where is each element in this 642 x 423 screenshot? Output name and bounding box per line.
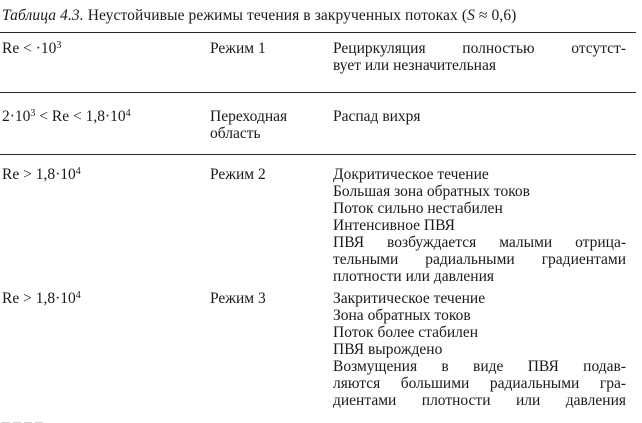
row-2-condition [2,108,202,125]
row-3-regime [210,166,325,183]
row-4-regime-line: Режим 3 [210,290,266,307]
param-symbol: S [467,7,475,24]
row-2-desc-line-1: Распад вихря [333,108,421,125]
row-4-regime [210,290,325,307]
row-1-regime [210,40,325,57]
row-2-rule [0,154,636,155]
row-2-condition-exp-2: 4 [125,108,131,119]
table-parameter [462,7,517,24]
row-4-desc-line-2: Зона обратных токов [333,307,471,324]
table-top-rule [0,32,636,33]
row-3-desc-line-5: ПВЯ возбуждается малыми отрица- [333,234,626,251]
param-value: ≈ 0,6) [478,7,517,24]
row-3-desc-line-7: плотности или давления [333,268,495,285]
row-3-desc-line-1: Докритическое течение [333,166,489,183]
page-edge-fragment [2,413,62,423]
table-title: Неустойчивые режимы течения в закрученных потоках [87,7,458,24]
row-3-condition-text: Re > 1,8·10 [2,166,76,183]
row-4-condition-exp: 4 [75,290,81,301]
row-2-description [333,108,628,125]
row-3-desc-line-2: Большая зона обратных токов [333,183,531,200]
row-3-condition [2,166,202,183]
param-open: ( [461,7,468,24]
row-3-desc-line-4: Интенсивное ПВЯ [333,217,456,234]
row-4-desc-line-7: диентами плотности или давления [333,392,626,409]
row-3-desc-line-3: Поток сильно нестабилен [333,200,503,217]
row-4-desc-line-5: Возмущения в виде ПВЯ подав- [333,358,626,375]
row-1-condition-text: Re < ·10 [2,40,57,57]
table-caption [2,6,638,26]
row-2-regime-line-1: Переходная [210,108,288,125]
row-3-regime-line: Режим 2 [210,166,266,183]
row-1-description [333,40,628,74]
row-2-regime [210,108,325,142]
row-3-desc-line-6: тельными радиальными градиентами [333,251,626,268]
row-4-desc-line-4: ПВЯ вырождено [333,341,443,358]
row-1-condition [2,40,202,57]
row-4-desc-line-3: Поток более стабилен [333,324,479,341]
row-4-condition-text: Re > 1,8·10 [2,290,76,307]
row-2-condition-exp: 3 [30,108,36,119]
row-3-condition-exp: 4 [75,166,81,177]
row-4-description [333,290,628,409]
row-4-condition [2,290,202,307]
row-1-rule [0,92,636,93]
row-3-description [333,166,628,285]
row-1-desc-line-2: вует или незначительная [333,57,496,74]
row-4-desc-line-1: Закритическое течение [333,290,486,307]
row-2-condition-text: 2·10 [2,108,31,125]
row-1-condition-exp: 3 [56,40,62,51]
table-number: Таблица 4.3. [2,7,84,24]
row-4-desc-line-6: ляются большими радиальными гра- [333,375,626,392]
row-1-regime-line: Режим 1 [210,40,266,57]
row-2-condition-mid: < Re < 1,8·10 [35,108,126,125]
row-1-desc-line-1: Рециркуляция полностью отсутст- [333,40,626,57]
row-2-regime-line-2: область [210,125,261,142]
